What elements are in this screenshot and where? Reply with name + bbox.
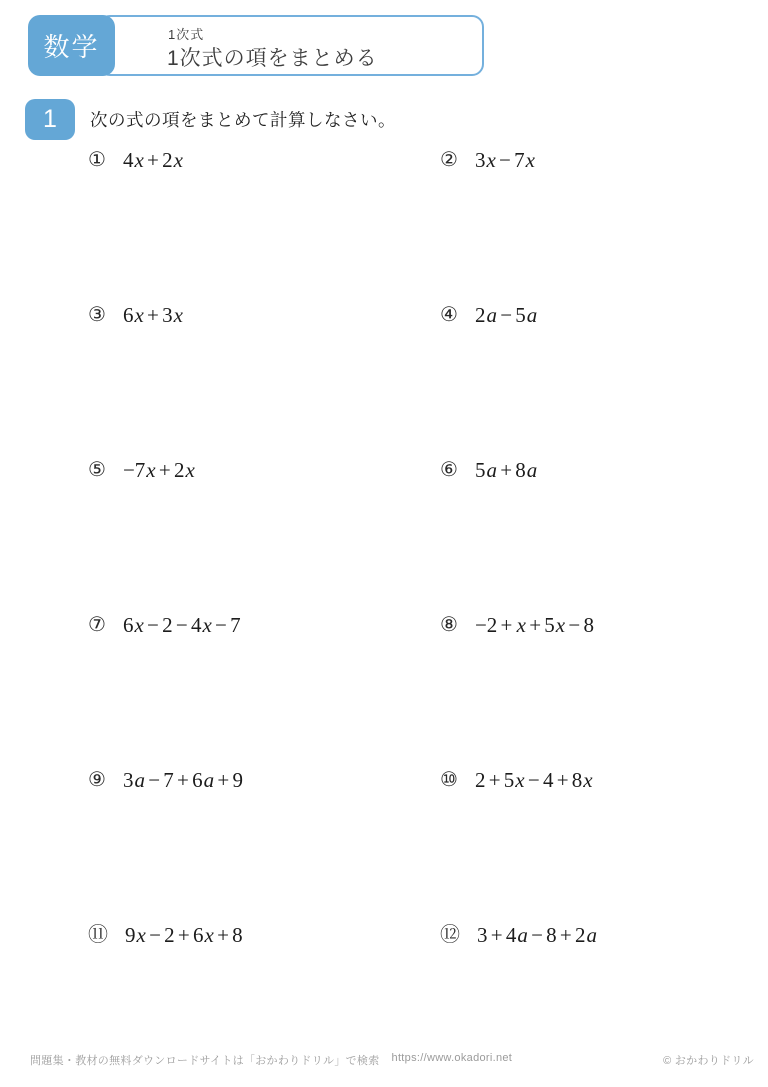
problem-number: ⑨ xyxy=(88,769,106,791)
footer-url: https://www.okadori.net xyxy=(391,1052,513,1064)
problem-item xyxy=(88,147,440,173)
problem-expression: 9x − 2 + 6x + 8 xyxy=(125,923,243,947)
problem-expression: −2 + x + 5x − 8 xyxy=(474,613,594,637)
problem-number: ③ xyxy=(88,304,106,326)
problem-expression: 5a + 8a xyxy=(474,458,538,482)
problem-item xyxy=(440,767,768,793)
footer-site-text: 問題集・教材の無料ダウンロードサイトは「おかわりドリル」で検索 xyxy=(30,1055,380,1067)
problem-number: ⑪ xyxy=(88,924,108,946)
problem-item xyxy=(88,767,440,793)
page-title: 1次式の項をまとめる xyxy=(167,47,378,70)
problem-expression: −7x + 2x xyxy=(122,458,195,482)
problem-expression: 3a − 7 + 6a + 9 xyxy=(122,768,243,792)
problem-item xyxy=(88,612,440,638)
section-number-badge: 1 xyxy=(25,99,75,140)
problem-number: ⑥ xyxy=(440,459,458,481)
problem-item xyxy=(440,922,768,948)
problem-number: ⑤ xyxy=(88,459,106,481)
problem-expression: 2 + 5x − 4 + 8x xyxy=(474,768,593,792)
page-footer xyxy=(30,1052,754,1068)
problem-number: ④ xyxy=(440,304,458,326)
problem-number: ⑧ xyxy=(440,614,458,636)
problem-item xyxy=(88,302,440,328)
problem-number: ① xyxy=(88,149,106,171)
unit-label: 1次式 xyxy=(168,27,205,42)
problem-expression: 6x + 3x xyxy=(122,303,183,327)
section-heading xyxy=(25,99,396,140)
problem-expression: 3 + 4a − 8 + 2a xyxy=(477,923,598,947)
title-box xyxy=(98,15,484,76)
problem-expression: 3x − 7x xyxy=(474,148,535,172)
problem-number: ⑩ xyxy=(440,769,458,791)
footer-left xyxy=(30,1052,512,1068)
problem-number: ⑦ xyxy=(88,614,106,636)
problem-item xyxy=(440,302,768,328)
problem-item xyxy=(440,147,768,173)
problem-item xyxy=(440,612,768,638)
problems-grid xyxy=(88,147,768,1077)
problem-number: ② xyxy=(440,149,458,171)
problem-expression: 2a − 5a xyxy=(474,303,538,327)
subject-badge: 数学 xyxy=(28,15,115,76)
footer-copyright: © おかわりドリル xyxy=(663,1055,754,1067)
problem-item xyxy=(88,922,440,948)
problem-number: ⑫ xyxy=(440,924,460,946)
problem-expression: 6x − 2 − 4x − 7 xyxy=(122,613,241,637)
problem-item xyxy=(440,457,768,483)
instruction-text: 次の式の項をまとめて計算しなさい。 xyxy=(90,110,396,130)
problem-expression: 4x + 2x xyxy=(122,148,183,172)
problem-item xyxy=(88,457,440,483)
